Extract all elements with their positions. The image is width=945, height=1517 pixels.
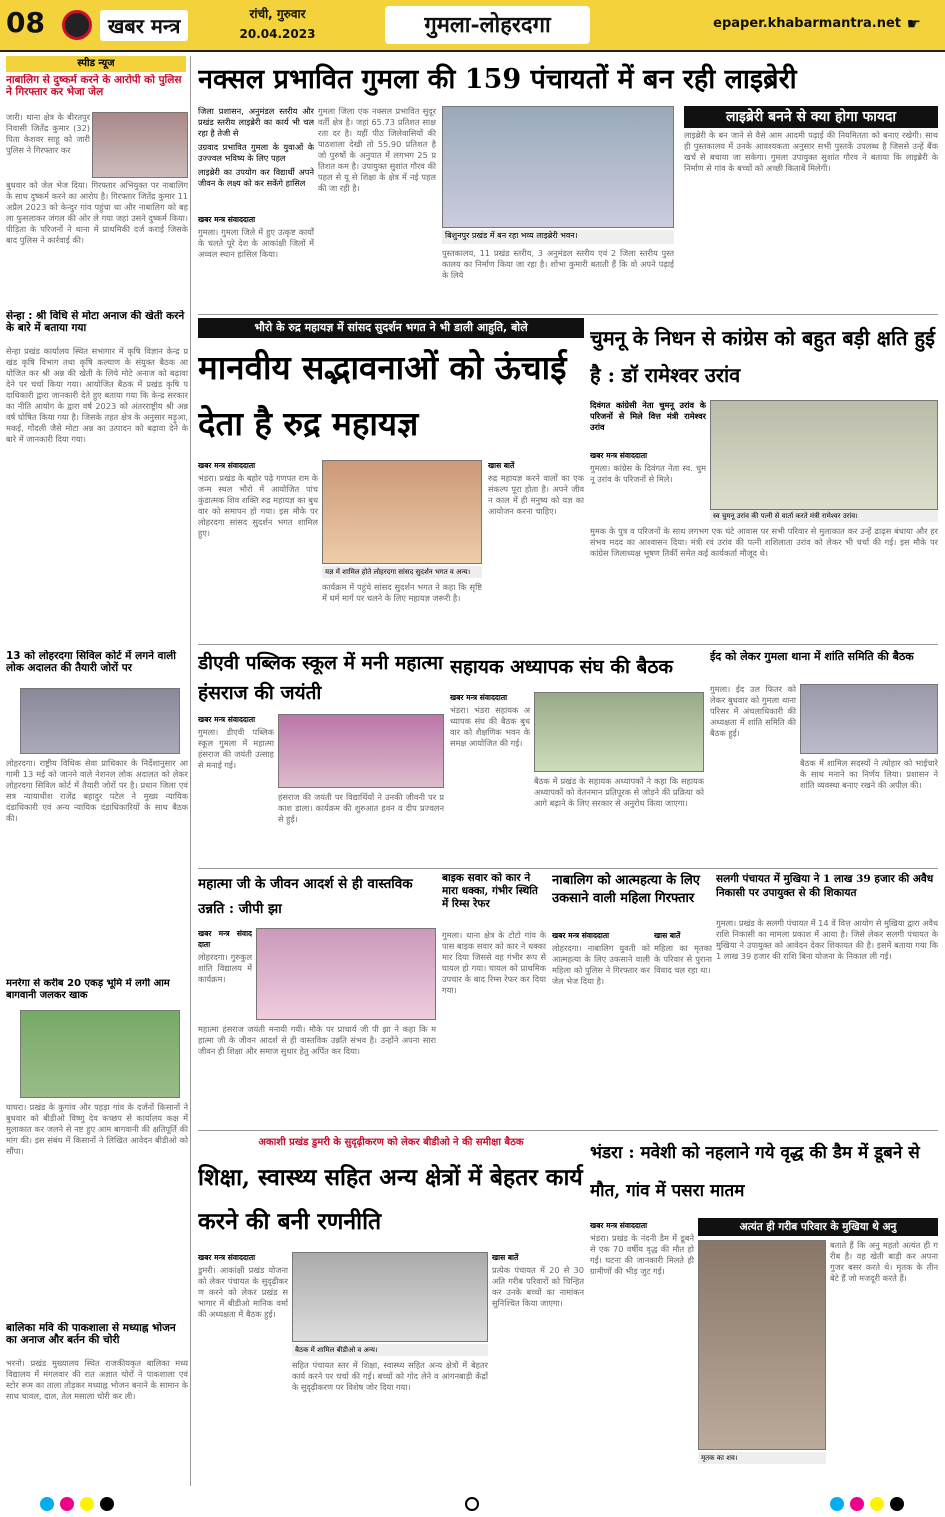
hand-pointer-icon: ☛ <box>906 14 921 33</box>
side-title: खास बातें <box>492 1253 519 1262</box>
article-photo <box>710 400 938 510</box>
box-title: अत्यंत ही गरीब परिवार के मुखिया थे अनु <box>698 1218 938 1236</box>
registration-dot <box>80 1497 94 1511</box>
registration-dot <box>40 1497 54 1511</box>
sidebar-story-title: सेन्हा : श्री विधि से मोटा अनाज की खेती करने के बारे में बताया गया <box>6 310 185 334</box>
article-body: गुमला। प्रखंड के सलगी पंचायत में 14 वें वित्त आयोग से मुखिया द्वारा अवैध राशि निकासी का मामला प्रकाश में आया है। जिसे लेकर सलगी पंचायत के मुखिया ने उपायुक्त को आवेदन देकर शिकायत की है। इसमें बताया गया कि 1 लाख 39 हजार की राशि बिना योजना के निकाल ली गई। <box>716 918 938 961</box>
headline: बाइक सवार को कार ने मारा धक्का, गंभीर स्थिति में रिम्स रेफर <box>442 872 538 910</box>
lead-body: पुस्तकालय, 11 प्रखंड स्तरीय, 3 अनुमंडल स्तरीय एवं 2 जिला स्तरीय पुस्तकालय का निर्माण किया जा रहा है। शोभा कुमारी बताती हैं कि वो अपने पढ़ाई के लिये <box>442 248 674 280</box>
brand-name: खबर मन्त्र <box>100 10 188 41</box>
photo-caption: स्व चुमनू उरांव की पत्नी से वार्ता करते मंत्री रामेश्वर उरांव। <box>710 510 938 522</box>
kicker: अकाशी प्रखंड डुमरी के सुदृढ़ीकरण को लेकर बीडीओ ने की समीक्षा बैठक <box>198 1134 584 1152</box>
sidebar-story-body: लोहरदगा। राष्ट्रीय विधिक सेवा प्राधिकार के निर्देशानुसार आगामी 13 मई को जानने वाले नेशनल लोक अदालत को लेकर लोहरदगा सिविल कोर्ट में तैयारी जोरों पर है। प्रधान जिला एवं सत्र न्यायाधीश राजेंद्र बहादुर पटेल ने मुख्य न्यायिक दंडाधिकारी एवं अन्य न्यायिक दंडाधिकारियों के साथ बैठक की। <box>6 758 188 823</box>
byline: खबर मन्त्र संवाददाता <box>450 693 508 702</box>
article-body: खबर मन्त्र संवाददाता भंडरा। प्रखंड के नंदनी डैम में डूबने से एक 70 वर्षीय वृद्ध की मौत हो गई। घटना की जानकारी मिलते ही ग्रामीणों की भीड़ जुट गई। <box>590 1221 694 1276</box>
lead-box-body: लाइब्रेरी के बन जाने से वैसे आम आदमी पढ़ाई की नियमितता को बनाए रखेगी। साथ ही पुस्तकालय में उनके आवश्यकता अनुसार सभी पुस्तकें उपलब्ध है जिससे उन्हें बैंक खर्च से बचाया जा सकेगा। गुमला उपायुक्त सुशांत गौरव ने बताया कि लाइब्रेरी के निर्माण से गांव के बच्चों को अच्छी किताबें मिलेगी। <box>684 130 938 173</box>
sidebar-photo <box>20 688 180 754</box>
side-title: खास बातें <box>654 931 681 940</box>
registration-target-icon <box>465 1497 479 1511</box>
brand-logo-icon <box>62 10 92 40</box>
article-photo <box>800 684 938 754</box>
lead-bullet: जिला प्रशासन, अनुमंडल स्तरीय और प्रखंड स्तरीय लाइब्रेरी का कार्य भी चल रहा है तेजी से <box>198 106 314 138</box>
sidebar-story-title: बालिका मवि की पाकशाला से मध्याह्न भोजन का अनाज और बर्तन की चोरी <box>6 1322 176 1346</box>
sidebar-story-body: भरनो। प्रखंड मुख्यालय स्थित राजकीयकृत बालिका मध्य विद्यालय में मंगलवार की रात अज्ञात चोरों ने पाकशाला एवं स्टोर रूम का ताला तोड़कर मध्याह्न भोजन बनाने के सामान के साथ चावल, दाल, तेल मसाला चोरी कर ली। <box>6 1358 188 1401</box>
sidebar-story-body: बुधवार को जेल भेज दिया। गिरफ्तार अभियुक्त पर नाबालिग के साथ दुष्कर्म करने का आरोप है। गिरफ्तार जितेंद्र कुमार 11 अप्रैल 2023 को केन्दुर गांव पहुंचा था और नाबालिग को बहला फुसलाकर जंगल की ओर ले गया जहां उसने दुष्कर्म किया। पीड़िता के परिजनों ने थाना में प्राथमिकी दर्ज कराई जिसके बाद पुलिस ने कार्रवाई की। <box>6 180 188 245</box>
byline: खबर मन्त्र संवाददाता <box>198 215 256 224</box>
sidebar-label: स्पीड न्यूज <box>6 56 186 72</box>
side-notes: खास बातें प्रत्येक पंचायत में 20 से 30 अति गरीब परिवारों को चिन्हित कर उनके बच्चों का नामांकन सुनिश्चित किया जाएगा। <box>492 1253 584 1308</box>
dateline-date: 20.04.2023 <box>239 27 316 41</box>
byline: खबर मन्त्र संवाददाता <box>590 451 648 460</box>
article-body: खबर मन्त्र संवाददाता भंडरा। प्रखंड के बहोर पढ़े गणपत राम के जन्म स्थल भौरो में आयोजित पांच कुंडात्मक शिव शक्ति रुद्र महायज्ञ का बुधवार को समापन हो गया। इस मौके पर लोहरदगा सांसद सुदर्शन भगत शामिल हुए। <box>198 461 318 538</box>
headline: डीएवी पब्लिक स्कूल में मनी महात्मा हंसराज की जयंती <box>198 652 443 704</box>
sidebar-story-body: सेन्हा प्रखंड कार्यालय स्थित सभागार में कृषि विज्ञान केन्द्र प्रखंड कृषि विभाग तथा कृषि कल्याण के संयुक्त बैठक आयोजित कर श्री अन्न की खेती के लिये मोटे अनाज को बढ़ावा देने पर चर्चा किया गया। आयोजित बैठक में प्रखंड कृषि पदाधिकारी द्वारा जानकारी देते हुए बताया गया कि केन्द्र सरकार का नीति आयोग के द्वारा वर्ष 2023 को अंतरराष्ट्रीय श्री अन्न वर्ष घोषित किया गया है। जिसके तहत क्षेत्र के अनुसार मड़ुआ, मकई, गोंदली जैसे मोटा अन्न का उत्पादन को बढ़ावा देने के बारे में जानकारी दिया गया। <box>6 346 188 444</box>
photo-caption: मृतक का शव। <box>698 1452 826 1464</box>
lead-body: गुमला जिला एक नक्सल प्रभावित सुदूरवर्ती क्षेत्र है। जहां 65.73 प्रतिशत साक्षरता दर है। यहीं पीठ जिलेवासियों की पाठशाला देखी तो 55.90 प्रतिशत है जो पुरुषों के अनुपात में लगभग 25 प्रतिशत कम है। उपायुक्त सुशांत गौरव की पहल से यू से शिक्षा के क्षेत्र में नई पहल की जा रही है। <box>318 106 436 193</box>
website-link[interactable]: epaper.khabarmantra.net <box>713 16 901 31</box>
dateline <box>230 4 325 44</box>
dateline-place: रांची, गुरुवार <box>249 7 306 21</box>
article-body: खबर मन्त्र संवाददाता गुमला। कांग्रेस के दिवंगत नेता स्व. चुमनू उरांव के परिजनों से मिले। <box>590 451 706 484</box>
lead-body: खबर मन्त्र संवाददाता गुमला। गुमला जिले में हुए उत्कृष्ट कार्यों के चलते पूरे देश के आकांक्षी जिलों में अव्वल स्थान हासिल किया। <box>198 215 314 259</box>
side-notes: खास बातें महिला का मृतका के परिवार से पुराना विवाद चल रहा था। <box>654 931 712 975</box>
sidebar-story-title: 13 को लोहरदगा सिविल कोर्ट में लगने वाली लोक अदालत की तैयारी जोरों पर <box>6 650 177 674</box>
article-body: गुमला। थाना क्षेत्र के टोटो गांव के पास बाइक सवार को कार ने धक्का मार दिया जिससे वह गंभीर रूप से घायल हो गया। घायल को प्राथमिक उपचार के बाद रिम्स रेफर कर दिया गया। <box>442 930 546 995</box>
headline: सलगी पंचायत में मुखिया ने 1 लाख 39 हजार की अवैध निकासी पर उपायुक्त से की शिकायत <box>716 873 934 899</box>
photo-caption: यज्ञ में शामिल होते लोहरदगा सांसद सुदर्शन भगत व अन्य। <box>322 566 482 578</box>
article-body: खबर मन्त्र संवाददाता लोहरदगा। नाबालिग युवती को आत्महत्या के लिए उकसाने वाली महिला को पुलिस ने गिरफ्तार कर जेल भेज दिया है। <box>552 931 650 986</box>
lead-bullet: उग्रवाद प्रभावित गुमला के युवाओं के उज्ज्वल भविष्य के लिए पहल <box>198 142 314 163</box>
print-registration-strip <box>0 1491 945 1517</box>
photo-caption: बैठक में शामिल बीडीओ व अन्य। <box>292 1344 488 1356</box>
photo-caption: बिशुनपुर प्रखंड में बन रहा भव्य लाइब्रेरी भवन। <box>442 230 674 244</box>
byline: खबर मन्त्र संवाददाता <box>590 1221 648 1230</box>
article-body: कार्यक्रम में पहुंचे सांसद सुदर्शन भगत ने कहा कि सृष्टि में धर्म मार्ग पर चलने के लिए महायज्ञ जरूरी है। <box>322 582 482 603</box>
bullet: दिवंगत कांग्रेसी नेता चुमनू उरांव के परिजनों से मिले वित्त मंत्री रामेश्वर उरांव <box>590 400 706 432</box>
article-body: महात्मा हंसराज जयंती मनायी गयी। मौके पर प्राचार्य जी पी झा ने कहा कि महात्मा जी के जीवन आदर्श से ही वास्तविक उन्नति संभव है। उन्होंने अपना सारा जीवन ही शिक्षा और समाज सुधार हेतु अर्पित कर दिया। <box>198 1024 436 1056</box>
sidebar-photo <box>92 112 188 178</box>
article-body: बताते हैं कि अनु महतो अत्यंत ही गरीब है। वह खेती बाड़ी कर अपना गुजर बसर करते थे। मृतक के तीन बेटे हैं जो मजदूरी करते हैं। <box>830 1240 938 1283</box>
lead-photo <box>442 106 674 228</box>
sidebar-photo <box>20 1010 180 1098</box>
article-body: मुमक के पुत्र व परिजनों के साथ लगभग एक घंटे आवास पर सभी परिवार से मुलाकात कर उन्हें ढाढ़स बंधाया और हरसंभव मदद का आश्वासन दिया। मंत्री रवं उरांव की पत्नी शशिलाता उरांव को लेकर भी चर्चा की गई। इस मौके पर कांग्रेस जिलाध्यक्ष भूषण तिर्की समेत कई कार्यकर्ता मौजूद थे। <box>590 526 938 558</box>
edition-title: गुमला-लोहरदगा <box>385 6 590 44</box>
registration-dot <box>830 1497 844 1511</box>
registration-dot <box>100 1497 114 1511</box>
lead-bullet: लाइब्रेरी का उपयोग कर विद्यार्थी अपने जीवन के लक्ष्य को कर सकेंगे हासिल <box>198 167 314 188</box>
article-photo <box>278 714 444 788</box>
article-photo <box>322 460 482 564</box>
headline: सहायक अध्यापक संघ की बैठक <box>450 656 673 678</box>
article-photo <box>292 1252 488 1342</box>
article-body: हंसराज की जयंती पर विद्यार्थियों ने उनकी जीवनी पर प्रकाश डाला। कार्यक्रम की शुरुआत हवन व दीप प्रज्वलन से हुई। <box>278 792 444 824</box>
article-photo <box>256 928 436 1020</box>
byline: खबर मन्त्र संवाददाता <box>198 1253 256 1262</box>
article-body: सहित पंचायत स्तर में शिक्षा, स्वास्थ्य सहित अन्य क्षेत्रों में बेहतर कार्य करने पर चर्चा की गई। बच्चों को गोद लेने व आंगनबाड़ी केंद्रों के सुदृढ़ीकरण पर विशेष जोर दिया गया। <box>292 1360 488 1392</box>
byline: खबर मन्त्र संवाददाता <box>552 931 610 940</box>
article-body: गुमला। ईद उल फितर को लेकर बुधवार को गुमला थाना परिसर में अंचलाधिकारी की अध्यक्षता में शांति समिति की बैठक हुई। <box>710 684 796 738</box>
byline: खबर मन्त्र संवाददाता <box>198 715 256 724</box>
headline: ईद को लेकर गुमला थाना में शांति समिति की बैठक <box>710 650 914 663</box>
headline: मानवीय सद्भावनाओं को ऊंचाई देता है रुद्र महायज्ञ <box>198 348 567 443</box>
headline: भंडरा : मवेशी को नहलाने गये वृद्ध की डैम में डूबने से मौत, गांव में पसरा मातम <box>590 1143 920 1201</box>
byline: खबर मन्त्र संवाददाता <box>198 929 252 949</box>
article-photo <box>534 692 704 772</box>
registration-dot <box>870 1497 884 1511</box>
registration-dot <box>890 1497 904 1511</box>
registration-dot <box>850 1497 864 1511</box>
article-photo <box>698 1240 826 1450</box>
headline: महात्मा जी के जीवन आदर्श से ही वास्तविक उन्नति : जीपी झा <box>198 876 413 917</box>
masthead <box>0 0 945 52</box>
sidebar-story-body: जारी। थाना क्षेत्र के बीरतपुर निवासी जितेंद्र कुमार (32) पिता केशवर साहू को जारी पुलिस ने गिरफ्तार कर <box>6 112 90 155</box>
sidebar-story-body: घाघरा। प्रखंड के कुगांव और पहड़ा गांव के दर्जनों किसानों ने बुधवार को बीडीओ विष्णु देव कच्छप से कार्यालय कक्ष में मुलाकात कर जलने से नष्ट हुए आम बागवानी की क्षतिपूर्ति की मांग की। इस संबंध में किसानों ने लिखित आवेदन बीडीओ को सौंपा। <box>6 1102 188 1156</box>
article-body: खबर मन्त्र संवाददाता लोहरदगा। गुरुकुल शांति विद्यालय में कार्यक्रम। <box>198 929 252 984</box>
registration-dot <box>60 1497 74 1511</box>
lead-headline: नक्सल प्रभावित गुमला की 159 पंचायतों में बन रही लाइब्रेरी <box>198 64 797 95</box>
sidebar-story-title: नाबालिग से दुष्कर्म करने के आरोपी को पुलिस ने गिरफ्तार कर भेजा जेल <box>6 74 182 98</box>
headline: चुमनू के निधन से कांग्रेस को बहुत बड़ी क्षति हुई है : डॉ रामेश्वर उरांव <box>590 326 935 387</box>
sidebar-story-title: मनरेगा से करीब 20 एकड़ भूमि में लगी आम बागवानी जलकर खाक <box>6 978 170 1001</box>
side-notes: खास बातें रुद्र महायज्ञ करने वालों का एक संकल्प पूरा होता है। अपने जीवन काल में ही मनुष्य को यज्ञ का आयोजन करना चाहिए। <box>488 461 584 516</box>
headline: शिक्षा, स्वास्थ्य सहित अन्य क्षेत्रों में बेहतर कार्य करने की बनी रणनीति <box>198 1164 583 1235</box>
page-number: 08 <box>6 6 45 39</box>
kicker: भौरो के रुद्र महायज्ञ में सांसद सुदर्शन भगत ने भी डाली आहुति, बोले <box>198 318 584 338</box>
article-body: खबर मन्त्र संवाददाता डुमरी। आकांक्षी प्रखंड योजना को लेकर पंचायत के सुदृढ़ीकरण करने को लेकर प्रखंड सभागार में बीडीओ मानिक वर्मा की अध्यक्षता में बैठक हुई। <box>198 1253 288 1319</box>
article-body: खबर मन्त्र संवाददाता भंडरा। भंडरा सहायक अध्यापक संघ की बैठक बुधवार को शैक्षणिक भवन के समक्ष आयोजित की गई। <box>450 693 530 748</box>
article-body: बैठक में शामिल सदस्यों ने त्योहार को भाईचारे के साथ मनाने का निर्णय लिया। प्रशासन ने शांति व्यवस्था बनाए रखने की अपील की। <box>800 758 938 790</box>
byline: खबर मन्त्र संवाददाता <box>198 461 256 470</box>
article-body: खबर मन्त्र संवाददाता गुमला। डीएवी पब्लिक स्कूल गुमला में महात्मा हंसराज की जयंती उत्साह से मनाई गई। <box>198 715 274 770</box>
lead-box-title: लाइब्रेरी बनने से क्या होगा फायदा <box>684 106 938 128</box>
headline: नाबालिग को आत्महत्या के लिए उकसाने वाली महिला गिरफ्तार <box>552 873 700 906</box>
article-body: बैठक में प्रखंड के सहायक अध्यापकों ने कहा कि सहायक अध्यापकों को वेतनमान प्रतिपूरक से जोड़ने की प्रक्रिया को आगे बढ़ाने के लिए सरकार से अनुरोध किया जाएगा। <box>534 776 704 808</box>
side-title: खास बातें <box>488 461 515 470</box>
lead-bullets <box>198 106 314 210</box>
